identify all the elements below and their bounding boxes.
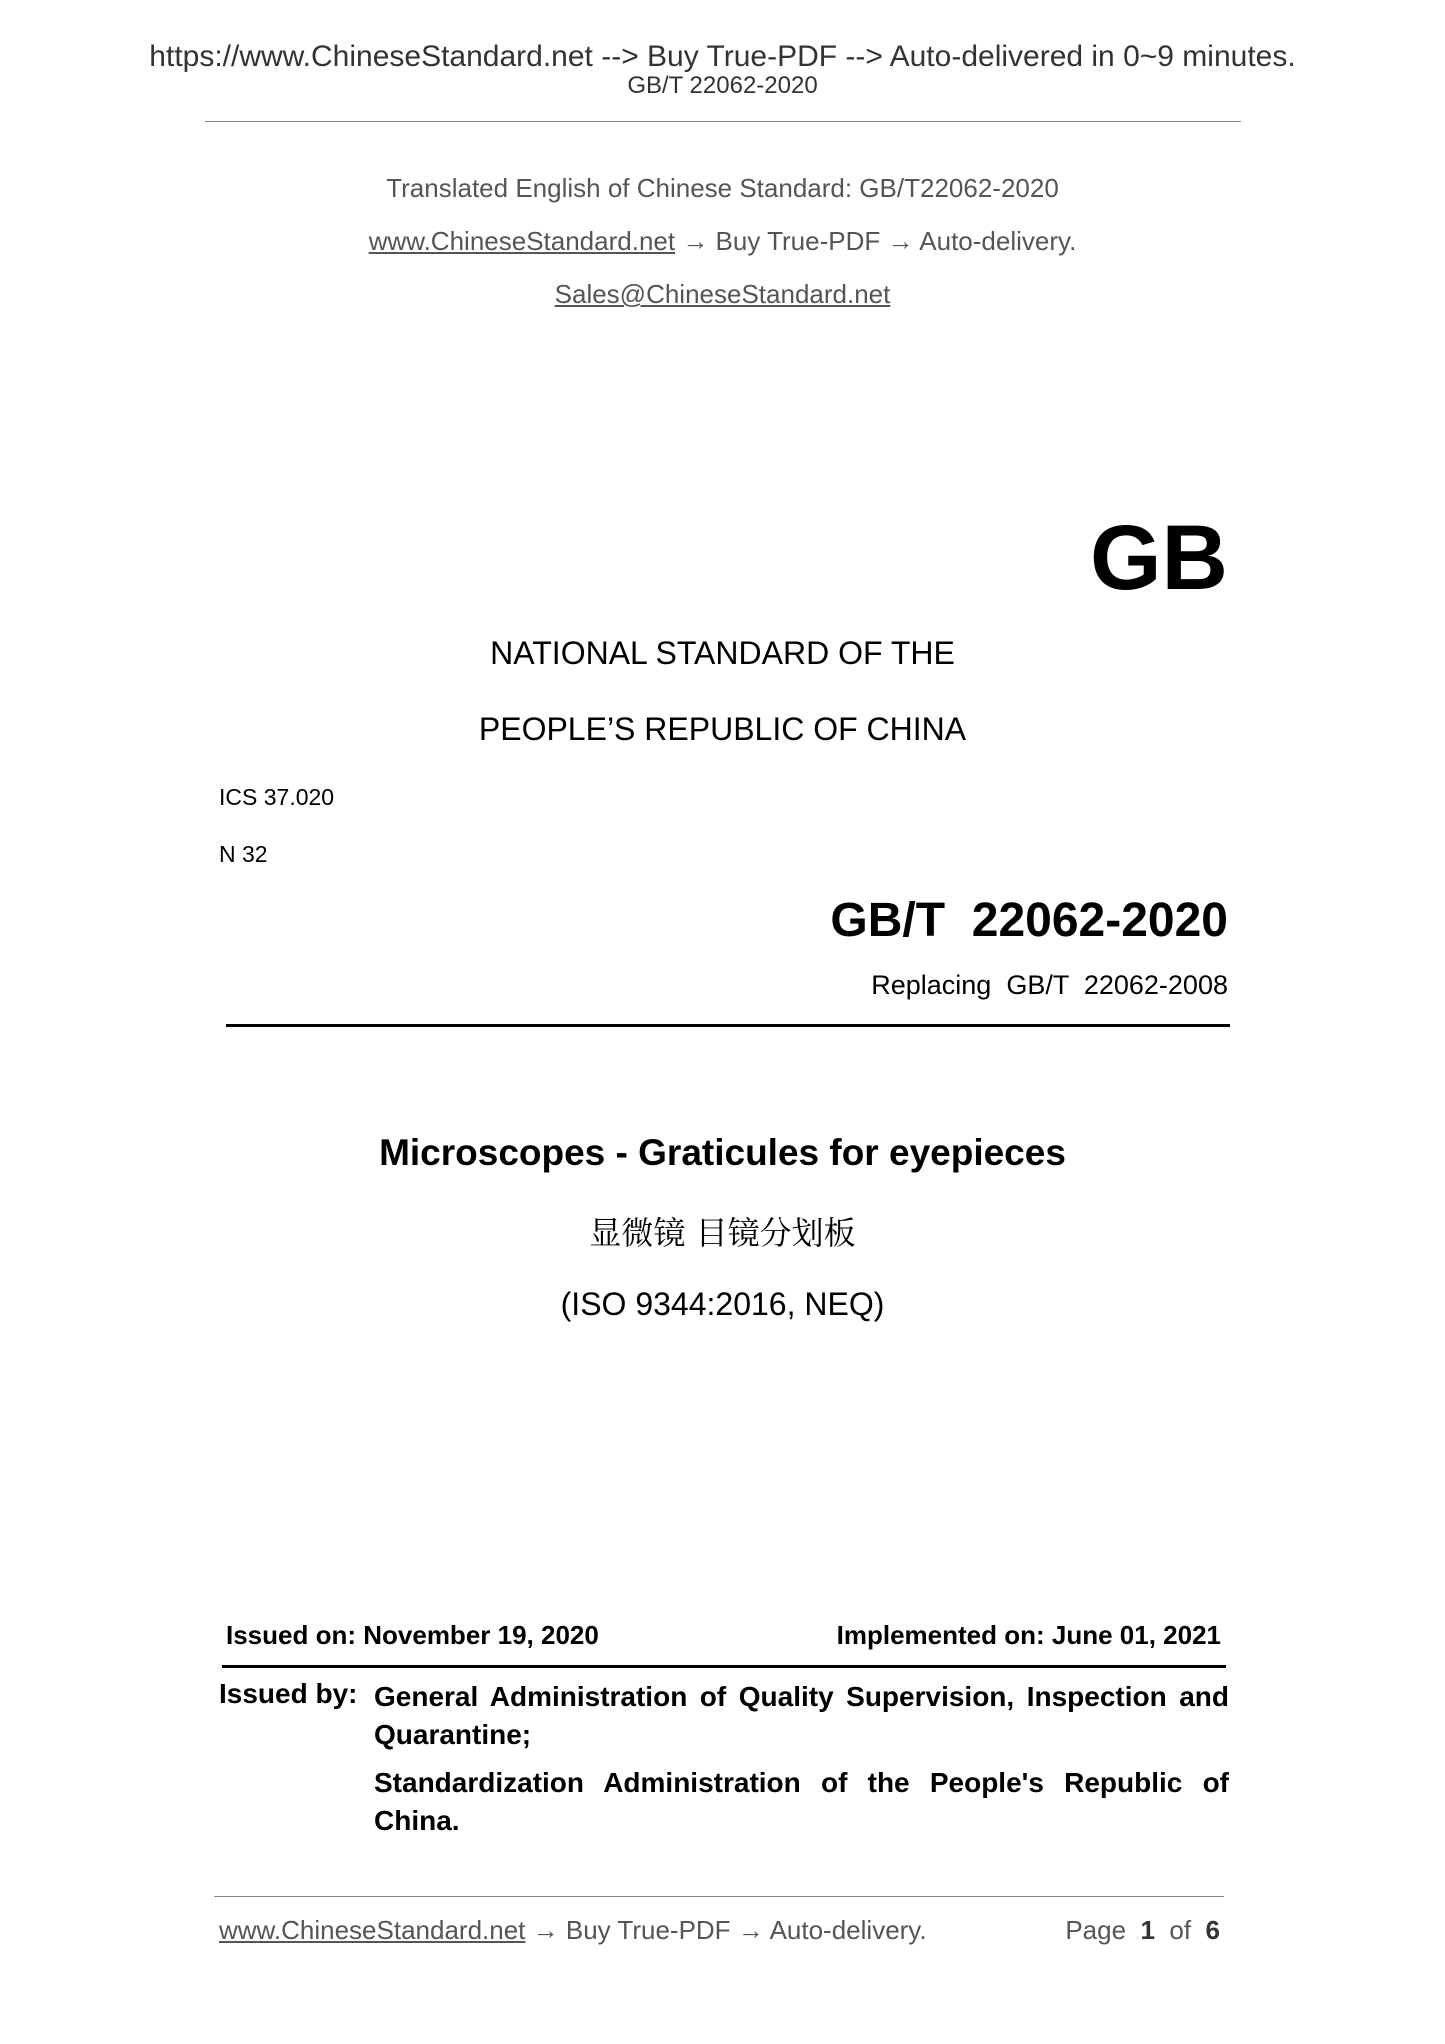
gb-logo: GB [1090, 507, 1228, 609]
sales-email-link[interactable]: Sales@ChineseStandard.net [554, 279, 891, 309]
translated-notice: Translated English of Chinese Standard: GB/T22062-2020 [386, 173, 1059, 203]
page-current: 1 [1140, 1915, 1155, 1945]
footer-delivery-text: → Buy True-PDF → Auto-delivery. [525, 1915, 927, 1945]
implemented-on-date: Implemented on: June 01, 2021 [836, 1620, 1221, 1650]
issued-by-label: Issued by: [219, 1678, 358, 1709]
issuer-aqsiq: General Administration of Quality Supervision, Inspection and Quarantine; [374, 1681, 1229, 1750]
footer-site-link[interactable]: www.ChineseStandard.net [219, 1915, 526, 1945]
page-label: Page [1065, 1915, 1141, 1945]
footer-delivery-line [219, 1915, 927, 1946]
page-indicator [1065, 1915, 1220, 1946]
page-total: 6 [1205, 1915, 1220, 1945]
document-title-chinese: 显微镜 目镜分划板 [589, 1214, 856, 1252]
header-divider [205, 121, 1241, 122]
issuer-sac: Standardization Administration of the People's Republic of China. [374, 1767, 1229, 1836]
site-link[interactable]: www.ChineseStandard.net [368, 226, 676, 256]
sales-line [0, 279, 1445, 310]
standard-number: GB/T 22062-2020 [830, 894, 1228, 947]
iso-reference: (ISO 9344:2016, NEQ) [560, 1286, 885, 1322]
issue-divider [222, 1665, 1226, 1668]
title-divider [226, 1024, 1230, 1027]
top-banner: https://www.ChineseStandard.net --> Buy True-PDF --> Auto-delivered in 0~9 minutes. [149, 40, 1296, 73]
footer-divider [214, 1896, 1224, 1897]
replacing-standard: Replacing GB/T 22062-2008 [871, 970, 1228, 1000]
national-standard-line-1: NATIONAL STANDARD OF THE [490, 635, 955, 671]
header-standard-code: GB/T 22062-2020 [627, 72, 818, 99]
document-title: Microscopes - Graticules for eyepieces [379, 1132, 1066, 1173]
national-standard-line-2: PEOPLE’S REPUBLIC OF CHINA [478, 711, 967, 747]
page-of: of [1154, 1915, 1206, 1945]
ccs-code: N 32 [219, 841, 268, 867]
ics-code: ICS 37.020 [219, 784, 335, 810]
issued-on-date: Issued on: November 19, 2020 [226, 1620, 599, 1650]
delivery-text: → Buy True-PDF → Auto-delivery. [675, 226, 1077, 256]
delivery-line [0, 226, 1445, 257]
